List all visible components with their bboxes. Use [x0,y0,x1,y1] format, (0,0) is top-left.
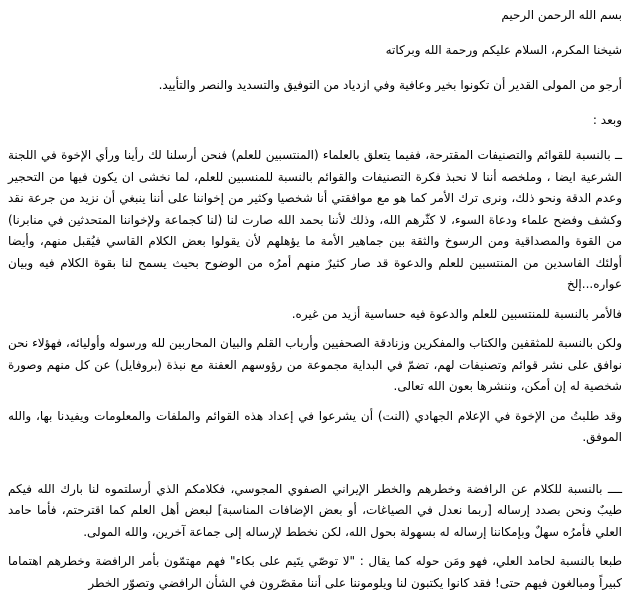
paragraph-intellectuals-lists: ولكن بالنسبة للمثقفين والكتاب والمفكرين وزنادقة الصحفيين وأرباب القلم والبيان المحاربين لله ورسوله وأوليائه، فهؤلاء نحن نوافق على نشر قوائم وتصنيفات لهم، تضمّ في البداية مجموعة من رؤوسهم العفنة مع نبذة (بروفايل) عن كل منهم وصورة شخصية له إن أمكن، وننشرها بعون الله تعالى. [8,336,622,393]
well-wishes-line: أرجو من المولى القدير أن تكونوا بخير وعافية وفي ازدياد من التوفيق والتسديد والنصر والتأييد. [158,78,622,92]
paragraph-hamid-alali: طبعا بالنسبة لحامد العلي، فهو ومَن حوله كما يقال : "لا توصّي يتَيم على بكاء" فهم مهتمّون بأمر الرافضة وخطرهم اهتماما كبيراً ومبالغون فيهم حتى! فقد كانوا يكتبون لنا ويلوموننا على أننا مقصّرون في الشأن الرافضي وتصوّر الخطر [8,554,622,590]
salutation-line: شيخنا المكرم، السلام عليكم ورحمة الله وبركاته [385,43,622,57]
paragraph-rafida-message: ــــ بالنسبة للكلام عن الرافضة وخطرهم والخطر الإيراني الصفوي المجوسي، فكلامكم الذي أرسلتموه لنا بارك الله فيكم طيبٌ ونحن بصدد إرساله [ربما نعدل في الصياغات، أو بعض الإضافات المناسبة] لبعض أهل العلم كما اقترحتم، فأما حامد العلي فأمرُه سهلٌ وبإمكاننا إرساله له بسهولة بحول الله، لكن نخطط لإرساله إلى جماعة آخرين، والله المولى. [8,481,622,539]
opening-line: وبعد : [592,113,622,127]
paragraph-scholars-sensitivity: فالأمر بالنسبة للمنتسبين للعلم والدعوة فيه حساسية أزيد من غيره. [291,306,622,321]
paragraph-lists-classifications: ــ بالنسبة للقوائم والتصنيفات المقترحة، ففيما يتعلق بالعلماء (المنتسبين للعلم) فنحن أرسلنا لك رأينا ورأي الإخوة في اللجنة الشرعية ايضا ، وملخصه أننا لا نحبذ فكرة التصنيفات والقوائم بالنسبة للمنسبين للعلم، لما نخشى ان يكون فيها من التحجير وعدم الدقة ونحو ذلك، ونرى ترك الأمر كما هو مع موافقتي أنا شخصيا وكثير من إخواننا على أننا ينبغي أن نزيد من جرعة نقد وكشف وفضح علماء ودعاة السوء، لا كثّرهم الله، وذلك لأننا بحمد الله صارت لنا (لنا كجماعة ولإخواننا المتحدثين في منابرنا) من القوة والمصداقية ومن الرسوخ والثقة بين جماهير الأمة ما يؤهلهم لأن يقولوا بعض الكلام القاسي فيُقبل منهم، وأيضا أولئك الفاسدين من المنتسبين للعلم والدعوة قد صار كثيرٌ منهم أمرُه من الوضوح بحيث يسمح لنا بقوة الكلام فيه وبيان عواره...إلخ [8,148,622,291]
basmala-line: بسم الله الرحمن الرحيم [501,8,622,22]
paragraph-media-request: وقد طلبتُ من الإخوة في الإعلام الجهادي (النت) أن يشرعوا في إعداد هذه القوائم والملفات والمعلومات ويفيدنا بها، والله الموفق. [8,408,622,444]
